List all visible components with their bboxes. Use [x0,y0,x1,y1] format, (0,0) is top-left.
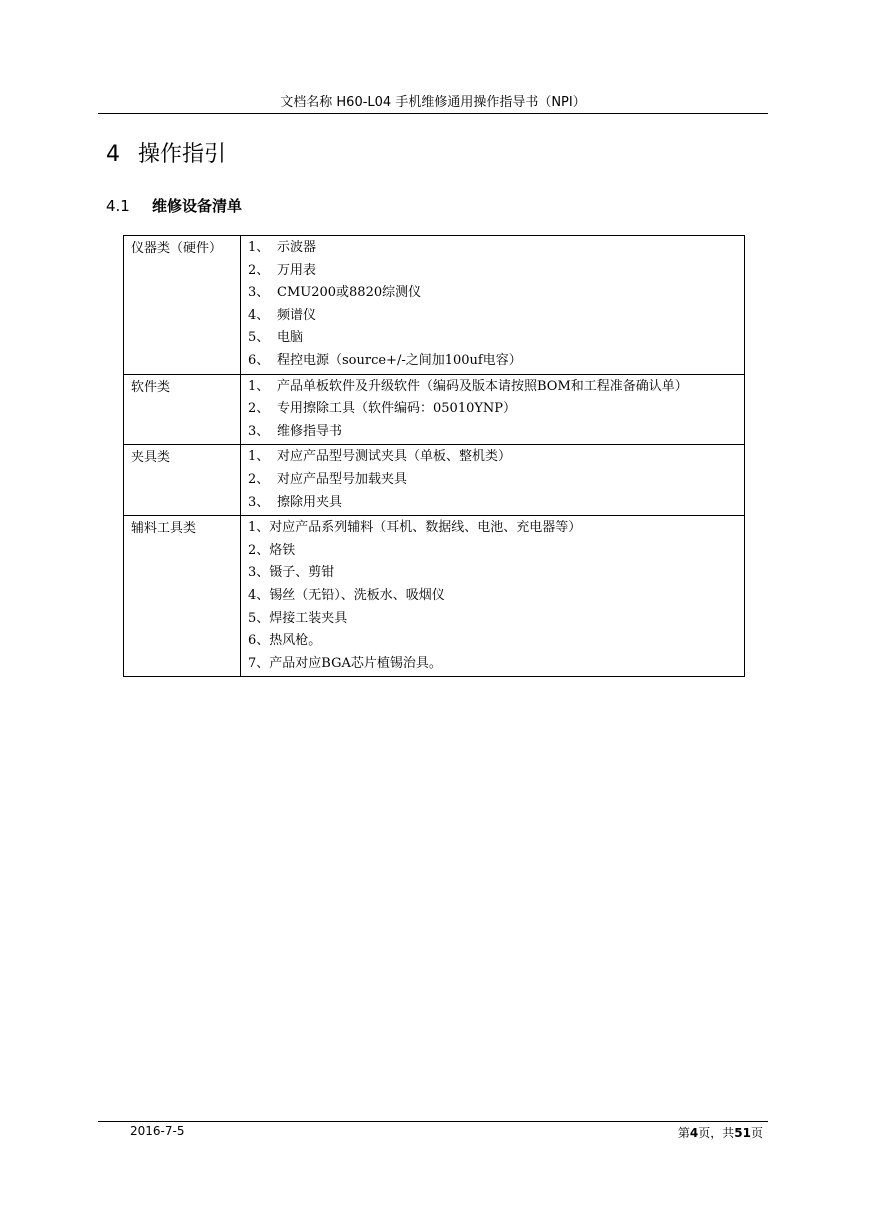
list-item [248,350,738,373]
list-item [248,540,738,563]
category-cell: 仪器类（硬件） [124,236,241,375]
table-row [124,516,745,677]
category-cell: 夹具类 [124,445,241,516]
item-text: 镊子、剪钳 [269,565,335,581]
item-text: 烙铁 [269,542,296,558]
item-number: 2、 [248,542,270,558]
item-number: 3、 [248,494,270,510]
list-item [248,398,738,421]
item-number: 6、 [248,352,270,368]
page-total: 51 [734,1126,751,1140]
list-item [248,585,738,608]
list-item [248,282,738,305]
page-current: 4 [689,1126,699,1140]
header-divider [98,113,768,114]
item-text: 锡丝（无铅）、洗板水、吸烟仪 [269,587,445,603]
item-text: 对应产品系列辅料（耳机、数据线、电池、充电器等） [269,520,582,536]
page-prefix: 第 [677,1126,690,1140]
item-text: 示波器 [277,240,317,255]
list-item [248,376,738,399]
items-cell [241,445,745,516]
item-number: 3、 [248,423,270,439]
item-text: 专用擦除工具（软件编码：05010YNP） [277,401,517,417]
item-text: 产品单板软件及升级软件（编码及版本请按照BOM和工程准备确认单） [277,378,688,394]
section-title: 操作指引 [138,142,227,167]
table-row [124,374,745,445]
section-heading [106,141,226,169]
subsection-number: 4.1 [106,197,130,215]
item-number: 3、 [248,285,270,301]
item-text: 对应产品型号测试夹具（单板、整机类） [277,449,512,465]
item-text: 维修指导书 [277,423,343,439]
item-text: 焊接工装夹具 [269,610,348,626]
item-number: 4、 [248,587,270,603]
item-text: 擦除用夹具 [277,494,343,510]
footer-divider [98,1121,768,1122]
item-number: 1、 [248,520,270,536]
item-number: 2、 [248,262,270,278]
item-text: 万用表 [277,262,317,278]
item-text: 频谱仪 [277,307,317,323]
list-item [248,237,738,260]
items-cell [241,374,745,445]
item-number: 6、 [248,633,270,649]
item-number: 2、 [248,471,270,487]
page-suffix: 页 [750,1126,763,1140]
page-middle: 页，共 [698,1126,735,1140]
item-text: 对应产品型号加载夹具 [277,471,408,487]
list-item [248,562,738,585]
list-item [248,492,738,515]
category-cell: 辅料工具类 [124,516,241,677]
page-number [678,1124,763,1141]
items-cell [241,236,745,375]
list-item [248,653,738,676]
list-item [248,469,738,492]
list-item [248,446,738,469]
item-text: 电脑 [277,330,304,346]
list-item [248,260,738,283]
item-number: 5、 [248,610,270,626]
subsection-title: 维修设备清单 [152,197,243,215]
item-text: 程控电源（source+/-之间加100uf电容） [277,352,522,368]
item-number: 3、 [248,565,270,581]
item-number: 1、 [248,449,270,465]
section-number: 4 [106,142,120,167]
footer-date: 2016-7-5 [130,1124,185,1138]
items-cell [241,516,745,677]
list-item [248,305,738,328]
table-row [124,236,745,375]
subsection-heading [106,196,242,216]
list-item [248,421,738,444]
document-header: 文档名称 H60-L04 手机维修通用操作指导书（NPI） [280,95,586,110]
list-item [248,327,738,350]
item-number: 1、 [248,240,270,255]
list-item [248,517,738,540]
item-text: CMU200或8820综测仪 [277,285,422,301]
item-number: 7、 [248,655,270,671]
item-text: 产品对应BGA芯片植锡治具。 [269,655,442,671]
item-text: 热风枪。 [269,633,322,649]
equipment-table [123,235,745,677]
table-row [124,445,745,516]
category-cell: 软件类 [124,374,241,445]
item-number: 5、 [248,330,270,346]
list-item [248,630,738,653]
item-number: 1、 [248,378,270,394]
list-item [248,608,738,631]
item-number: 4、 [248,307,270,323]
item-number: 2、 [248,401,270,417]
